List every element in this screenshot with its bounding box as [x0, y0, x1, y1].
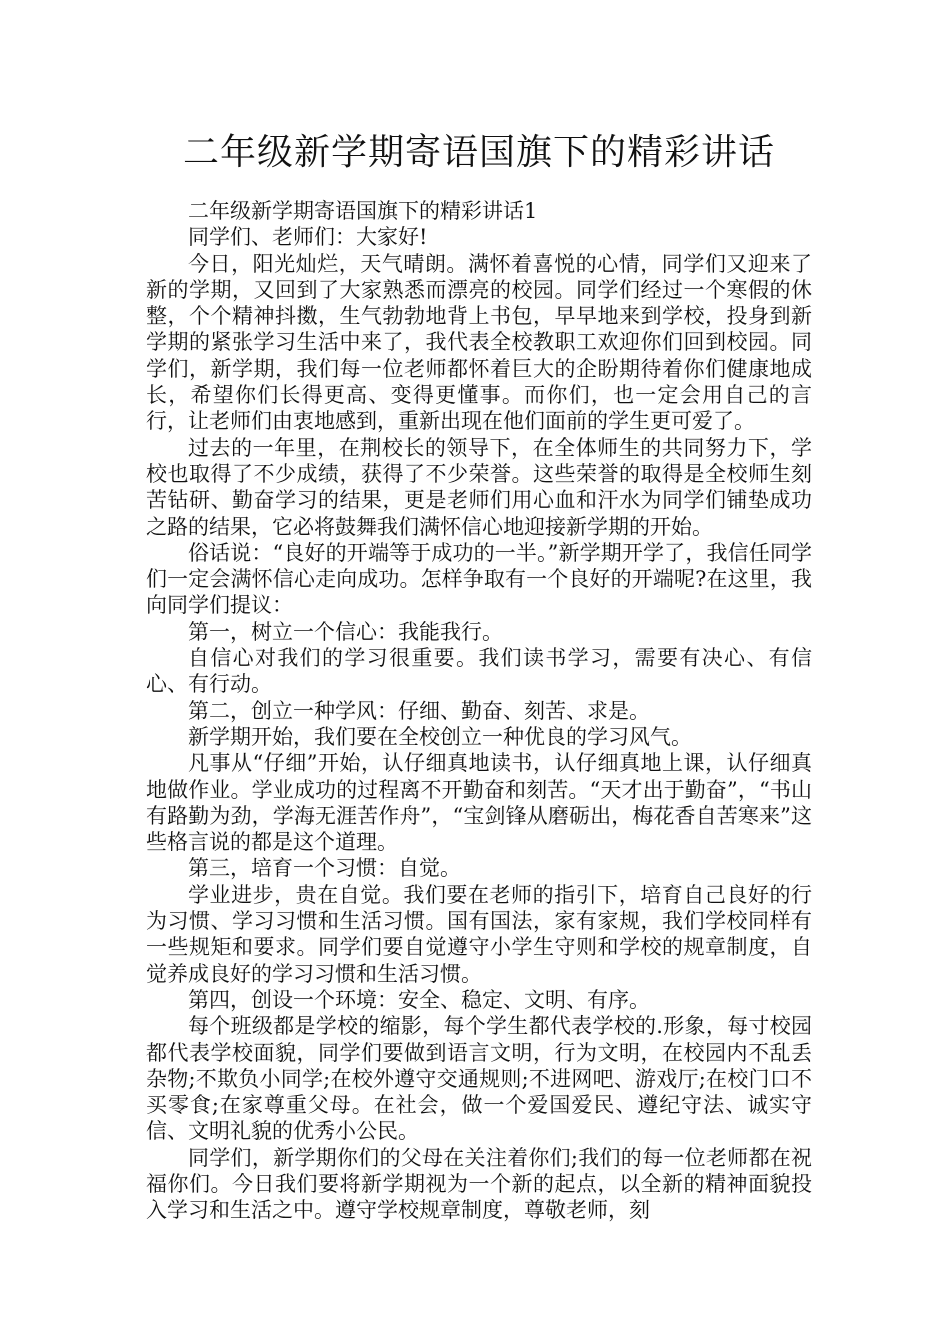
point-heading: 第三，培育一个习惯：自觉。 [188, 856, 461, 881]
body-paragraph: 每个班级都是学校的缩影，每个学生都代表学校的.形象，每寸校园都代表学校面貌，同学们要做到语言文明，行为文明，在校园内不乱丢杂物;不欺负小同学;在校外遵守交通规则;不进网吧、游戏厅;在校门口不买零食;在家尊重父母。在社会，做一个爱国爱民、遵纪守法、诚实守信、文明礼貌的优秀小公民。 [146, 1014, 812, 1144]
point-heading: 第二，创立一种学风：仔细、勤奋、刻苦、求是。 [188, 698, 650, 723]
body-paragraph: 俗话说：“良好的开端等于成功的一半。”新学期开学了，我信任同学们一定会满怀信心走向成功。怎样争取有一个良好的开端呢?在这里，我向同学们提议： [146, 540, 812, 618]
body-paragraph: 同学们，新学期你们的父母在关注着你们;我们的每一位老师都在祝福你们。今日我们要将新学期视为一个新的起点，以全新的精神面貌投入学习和生活之中。遵守学校规章制度，尊敬老师，刻 [146, 1145, 812, 1223]
body-paragraph: 过去的一年里，在荆校长的领导下，在全体师生的共同努力下，学校也取得了不少成绩，获得了不少荣誉。这些荣誉的取得是全校师生刻苦钻研、勤奋学习的结果，更是老师们用心血和汗水为同学们铺垫成功之路的结果，它必将鼓舞我们满怀信心地迎接新学期的开始。 [146, 435, 812, 539]
body-paragraph: 自信心对我们的学习很重要。我们读书学习，需要有决心、有信心、有行动。 [146, 646, 812, 697]
point-heading: 第四，创设一个环境：安全、稳定、文明、有序。 [188, 987, 650, 1012]
greeting-paragraph: 同学们、老师们：大家好! [188, 225, 428, 250]
body-paragraph: 新学期开始，我们要在全校创立一种优良的学习风气。 [188, 724, 692, 749]
document-body [146, 198, 812, 1224]
document-title: 二年级新学期寄语国旗下的精彩讲话 [182, 132, 775, 173]
body-paragraph: 凡事从“仔细”开始，认仔细真地读书，认仔细真地上课，认仔细真地做作业。学业成功的过程离不开勤奋和刻苦。“天才出于勤奋”，“书山有路勤为劲，学海无涯苦作舟”，“宝剑锋从磨砺出，梅花香自苦寒来”这些格言说的都是这个道理。 [146, 751, 812, 855]
body-paragraph: 学业进步，贵在自觉。我们要在老师的指引下，培育自己良好的行为习惯、学习习惯和生活习惯。国有国法，家有家规，我们学校同样有一些规矩和要求。同学们要自觉遵守小学生守则和学校的规章制度，自觉养成良好的学习习惯和生活习惯。 [146, 882, 812, 986]
section-heading: 二年级新学期寄语国旗下的精彩讲话1 [188, 199, 538, 223]
point-heading: 第一，树立一个信心：我能我行。 [188, 619, 503, 644]
body-paragraph: 今日，阳光灿烂，天气晴朗。满怀着喜悦的心情，同学们又迎来了新的学期，又回到了大家熟悉而漂亮的校园。同学们经过一个寒假的休整，个个精神抖擞，生气勃勃地背上书包，早早地来到学校，投身到新学期的紧张学习生活中来了，我代表全校教职工欢迎你们回到校园。同学们，新学期，我们每一位老师都怀着巨大的企盼期待着你们健康地成长，希望你们长得更高、变得更懂事。而你们，也一定会用自己的言行，让老师们由衷地感到，重新出现在他们面前的学生更可爱了。 [146, 251, 812, 434]
